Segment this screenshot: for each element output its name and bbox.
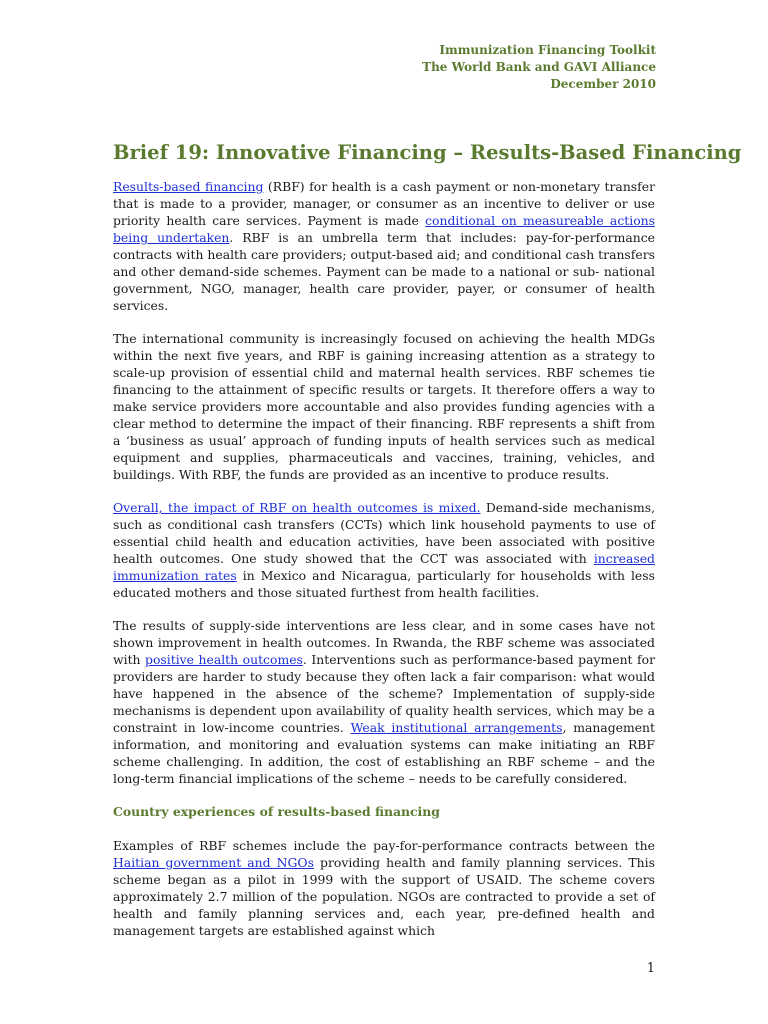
document-header xyxy=(422,42,656,93)
link-weak-institutional-arrangements[interactable]: Weak institutional arrangements xyxy=(350,720,563,735)
header-toolkit-name: Immunization Financing Toolkit xyxy=(439,43,656,57)
paragraph-text: Examples of RBF schemes include the pay-for-performance contracts between the xyxy=(113,838,655,853)
paragraph-country-examples xyxy=(113,837,655,939)
paragraph-international-focus: The international community is increasingly focused on achieving the health MDGs within the next five years, and RBF is gaining increasing attention as a strategy to scale-up provision of essential child and maternal health services. RBF schemes tie financing to the attainment of specific results or targets. It therefore offers a way to make service providers more accountable and also provides funding agencies with a clear method to determine the impact of their financing. RBF represents a shift from a ‘business as usual’ approach of funding inputs of health services such as medical equipment and supplies, pharmaceuticals and vaccines, training, vehicles, and buildings. With RBF, the funds are provided as an incentive to produce results. xyxy=(113,331,655,482)
paragraph-text: . RBF is an umbrella term that includes: pay-for-performance contracts with health care providers; output-based aid; and conditional cash transfers and other demand-side schemes. Payment can be made to a national or sub- national government, NGO, manager, health care provider, payer, or consumer of health services. xyxy=(113,230,655,313)
header-organizations: The World Bank and GAVI Alliance xyxy=(422,60,656,74)
paragraph-text: in Mexico and Nicaragua, particularly for households with less educated mothers and those situated furthest from health facilities. xyxy=(113,568,655,600)
link-haitian-government-ngos[interactable]: Haitian government and NGOs xyxy=(113,855,314,870)
link-positive-health-outcomes[interactable]: positive health outcomes xyxy=(145,652,303,667)
section-heading-country-experiences: Country experiences of results-based financing xyxy=(113,804,440,819)
brief-title: Brief 19: Innovative Financing – Results-Based Financing xyxy=(113,141,742,164)
page-number: 1 xyxy=(646,961,655,976)
paragraph-text: . Interventions such as performance-based payment for providers are harder to study because they often lack a fair comparison: what would have happened in the absence of the scheme? Implementation of supply-side mechanisms is dependent upon availability of quality health services, which may be a constraint in low-income countries. xyxy=(113,652,656,735)
link-increased-immunization-rates[interactable]: increased immunization rates xyxy=(113,551,655,583)
paragraph-text: The results of supply-side interventions are less clear, and in some cases have not shown improvement in health outcomes. In Rwanda, the RBF scheme was associated with xyxy=(113,618,655,667)
paragraph-impact-mixed xyxy=(113,499,655,601)
paragraph-text: (RBF) for health is a cash payment or non-monetary transfer that is made to a provider, manager, or consumer as an incentive to deliver or use priority health care services. Payment is made xyxy=(113,179,655,228)
document-body xyxy=(113,178,655,955)
paragraph-supply-side xyxy=(113,617,655,787)
paragraph-text: Demand-side mechanisms, such as conditional cash transfers (CCTs) which link household payments to use of essential child health and education activities, have been associated with positive health outcomes. One study showed that the CCT was associated with xyxy=(113,500,656,566)
paragraph-text: , management information, and monitoring and evaluation systems can make initiating an RBF scheme challenging. In addition, the cost of establishing an RBF scheme – and the long-term financial implications of the scheme – needs to be carefully considered. xyxy=(113,720,655,786)
paragraph-text: providing health and family planning services. This scheme began as a pilot in 1999 with the support of USAID. The scheme covers approximately 2.7 million of the population. NGOs are contracted to provide a set of health and family planning services and, each year, pre-defined health and management targets are established against which xyxy=(113,855,655,938)
paragraph-rbf-definition xyxy=(113,178,655,314)
header-date: December 2010 xyxy=(550,77,656,91)
link-results-based-financing[interactable]: Results-based financing xyxy=(113,179,264,194)
link-conditional-actions[interactable]: conditional on measureable actions being undertaken xyxy=(113,213,655,245)
link-impact-mixed[interactable]: Overall, the impact of RBF on health outcomes is mixed. xyxy=(113,500,481,515)
